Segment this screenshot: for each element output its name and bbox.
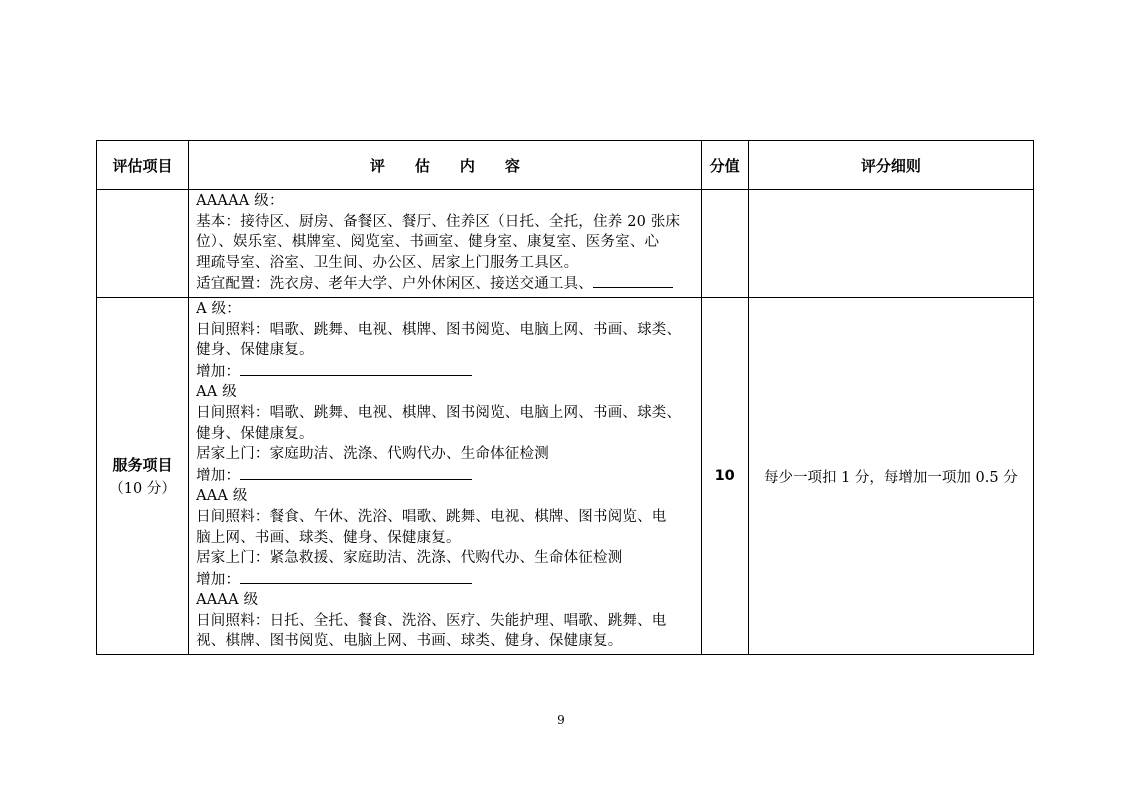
content-line: 居家上门：紧急救援、家庭助洁、洗涤、代购代办、生命体征检测 [196,550,623,567]
fill-in-blank [240,361,472,376]
content-line: AAAA 级 [196,592,259,609]
content-line: A 级： [196,300,241,317]
content-line: 位）、娱乐室、棋牌室、阅览室、书画室、健身室、康复室、医务室、心 [196,234,660,251]
content-line: 日间照料：唱歌、跳舞、电视、棋牌、图书阅览、电脑上网、书画、球类、 [196,404,682,421]
evaluation-table [96,140,1034,655]
rule-cell: 每少一项扣 1 分，每增加一项加 0.5 分 [748,297,1033,654]
header-content: 评 估 内 容 [189,141,702,190]
content-line: 视、棋牌、图书阅览、电脑上网、书画、球类、健身、保健康复。 [196,633,623,650]
content-line: 日间照料：日托、全托、餐食、洗浴、医疗、失能护理、唱歌、跳舞、电 [196,612,667,629]
content-cell [189,297,702,654]
table-row [97,297,1034,654]
content-line: 健身、保健康复。 [196,342,314,359]
content-line: 日间照料：唱歌、跳舞、电视、棋牌、图书阅览、电脑上网、书画、球类、 [196,321,682,338]
content-line: 日间照料：餐食、午休、洗浴、唱歌、跳舞、电视、棋牌、图书阅览、电 [196,508,667,525]
content-line: 健身、保健康复。 [196,425,314,442]
content-line: AAAAA 级： [196,193,284,209]
fill-in-blank [240,465,472,480]
evaluation-table-container [96,140,1034,655]
content-line-with-blank [196,465,695,487]
content-line: 脑上网、书画、球类、健身、保健康复。 [196,529,461,546]
header-item: 评估项目 [97,141,189,190]
rule-cell-empty [748,190,1033,298]
content-line-text: 增加： [196,467,241,484]
table-header-row [97,141,1034,190]
content-line-text: 增加： [196,363,241,380]
content-line: 居家上门：家庭助洁、洗涤、代购代办、生命体征检测 [196,446,549,463]
item-title: 服务项目 [112,456,173,475]
content-line-text: 适宜配置：洗衣房、老年大学、户外休闲区、接送交通工具、 [196,276,593,293]
table-row [97,190,1034,298]
fill-in-blank [240,569,472,584]
header-score: 分值 [701,141,748,190]
score-cell-empty [701,190,748,298]
content-line: AAA 级 [196,488,248,505]
content-line-with-blank [196,361,695,383]
score-cell: 10 [701,297,748,654]
item-points: （10 分） [109,481,176,498]
item-cell-empty [97,190,189,298]
page-number: 9 [557,713,565,727]
header-rules: 评分细则 [748,141,1033,190]
item-cell [97,297,189,654]
content-line: AA 级 [196,384,237,401]
content-line-with-blank [196,569,695,591]
content-line: 理疏导室、浴室、卫生间、办公区、居家上门服务工具区。 [196,254,579,271]
fill-in-blank [593,273,673,288]
content-cell [189,190,702,298]
content-line-with-blank [196,273,695,295]
content-line: 基本：接待区、厨房、备餐区、餐厅、住养区（日托、全托，住养 20 张床 [196,213,681,230]
content-line-text: 增加： [196,571,241,588]
